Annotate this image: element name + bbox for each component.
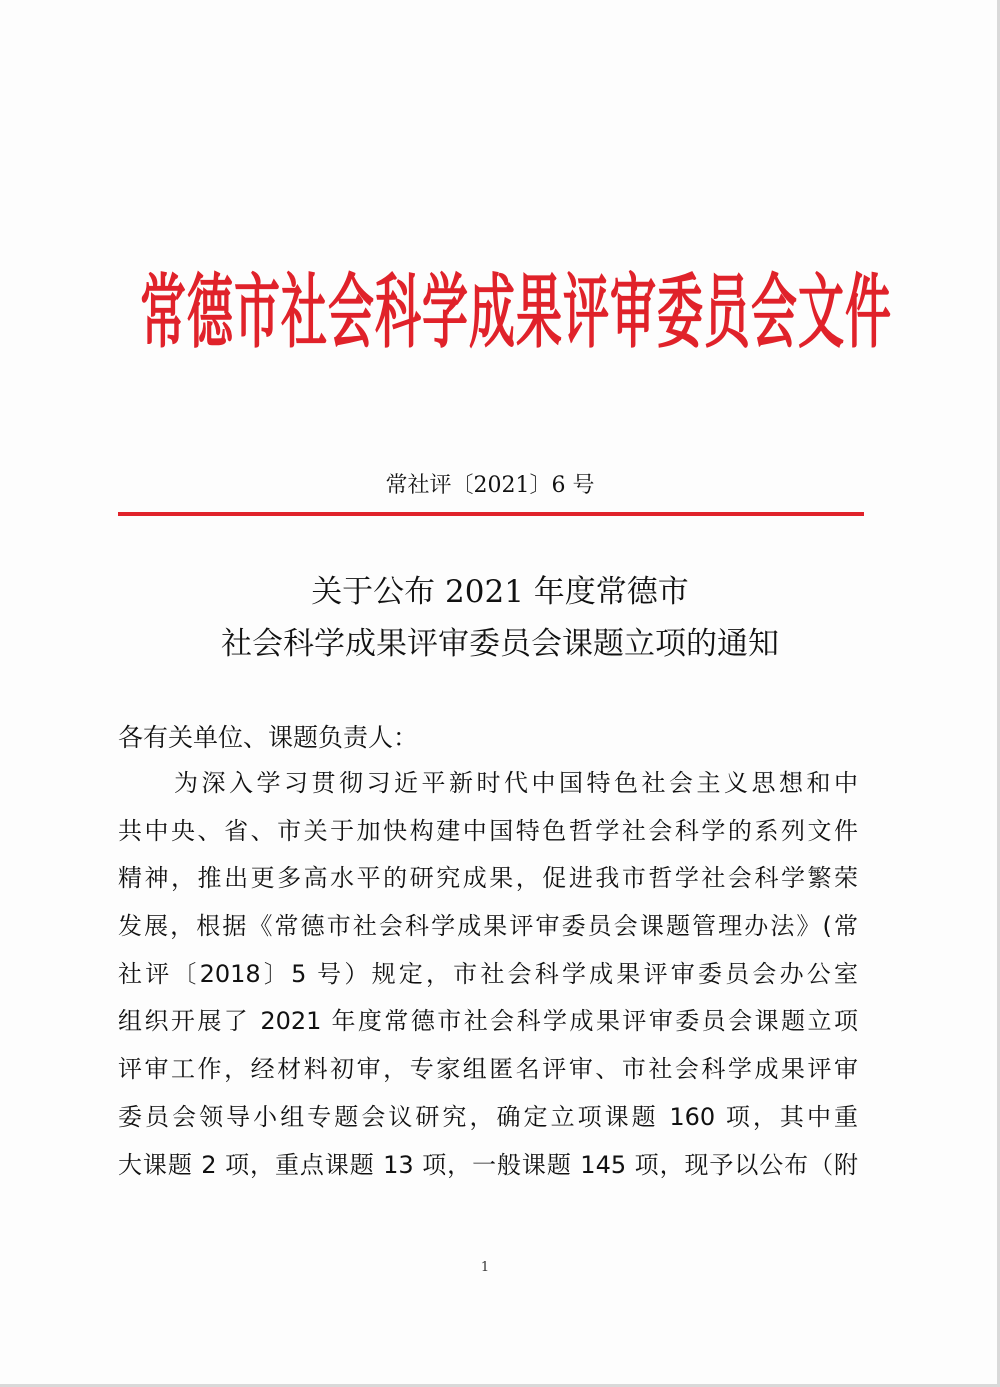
notice-title-line-2: 社会科学成果评审委员会课题立项的通知 [221, 626, 779, 662]
red-header-title: 常德市社会科学成果评审委员会文件 [140, 264, 892, 359]
body-line: 精神，推出更多高水平的研究成果，促进我市哲学社会科学繁荣 [118, 864, 858, 893]
body-line: 共中央、省、市关于加快构建中国特色哲学社会科学的系列文件 [118, 816, 858, 845]
body-line: 组织开展了 2021 年度常德市社会科学成果评审委员会课题立项 [118, 1007, 858, 1036]
red-divider-line [118, 512, 864, 516]
body-line: 社评〔2018〕5 号）规定，市社会科学成果评审委员会办公室 [118, 959, 858, 988]
document-number: 常社评〔2021〕6 号 [385, 473, 595, 498]
body-line: 委员会领导小组专题会议研究，确定立项课题 160 项，其中重 [118, 1102, 858, 1131]
body-line: 为深入学习贯彻习近平新时代中国特色社会主义思想和中 [174, 769, 858, 797]
body-line: 评审工作，经材料初审，专家组匿名评审、市社会科学成果评审 [118, 1055, 858, 1084]
body-line: 发展，根据《常德市社会科学成果评审委员会课题管理办法》(常 [118, 912, 858, 941]
page-number: 1 [480, 1260, 490, 1275]
body-paragraph [118, 760, 858, 1189]
salutation: 各有关单位、课题负责人： [118, 723, 419, 752]
notice-title-line-1: 关于公布 2021 年度常德市 [311, 574, 689, 610]
body-line: 大课题 2 项，重点课题 13 项，一般课题 145 项，现予以公布（附 [118, 1150, 858, 1179]
